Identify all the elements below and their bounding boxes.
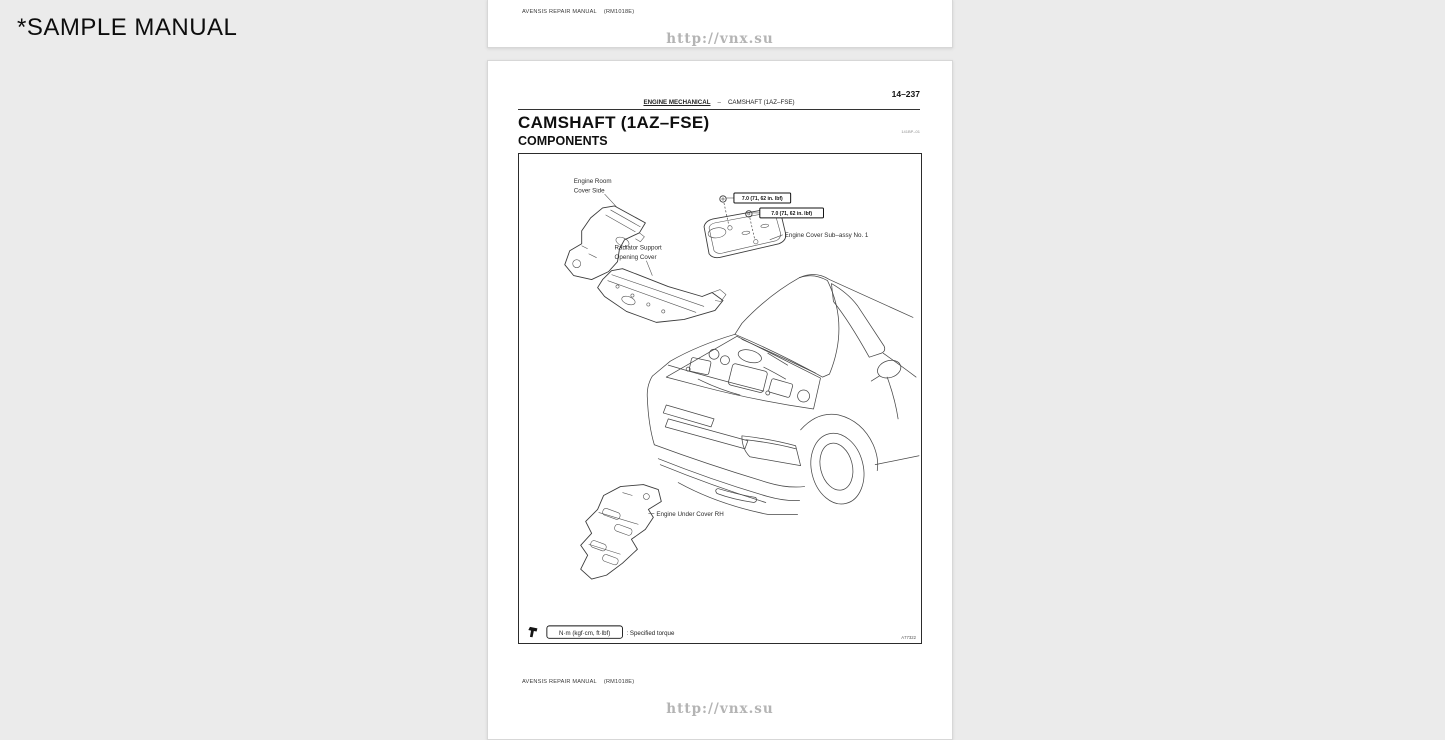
legend-unit: N·m (kgf·cm, ft·lbf) [559, 629, 611, 637]
engine-room-cover-side-drawing [565, 194, 646, 280]
torque-value-1: 7.0 (71, 62 in. lbf) [741, 196, 783, 203]
label-engine-room-cover-line2: Cover Side [573, 187, 605, 195]
footer-manual-code: (RM1018E) [603, 679, 635, 685]
page-title: CAMSHAFT (1AZ–FSE) [518, 113, 710, 132]
running-header-separator: – [717, 99, 721, 106]
page-number: 14–237 [891, 89, 920, 99]
label-radiator-support-line1: Radiator Support [614, 244, 662, 252]
components-diagram [519, 154, 921, 643]
running-header-chapter: CAMSHAFT (1AZ–FSE) [727, 99, 795, 106]
prev-manual-code: (RM1018E) [603, 9, 635, 15]
footer-manual-title: AVENSIS REPAIR MANUAL [522, 679, 597, 685]
main-page-footer [522, 679, 634, 685]
prev-manual-title: AVENSIS REPAIR MANUAL [522, 9, 597, 15]
prev-watermark-link[interactable]: http://vnx.su [666, 31, 774, 47]
torque-value-2: 7.0 (71, 62 in. lbf) [771, 211, 813, 218]
engine-under-cover-rh-drawing [581, 485, 662, 580]
torque-legend [528, 626, 675, 638]
manual-page [487, 60, 953, 740]
car-drawing [647, 275, 919, 515]
radiator-support-opening-cover-drawing [598, 261, 726, 323]
main-watermark-link[interactable]: http://vnx.su [666, 701, 774, 717]
label-engine-under-cover: Engine Under Cover RH [656, 510, 724, 518]
prev-page-footer [522, 9, 634, 15]
label-engine-cover-subassy: Engine Cover Sub–assy No. 1 [784, 231, 869, 239]
legend-description: : Specified torque [626, 629, 675, 637]
page-subtitle: COMPONENTS [518, 134, 608, 148]
bolt-symbol-icon [528, 627, 537, 637]
torque-callout-1 [734, 193, 791, 203]
running-header [518, 99, 920, 110]
previous-page [487, 0, 953, 48]
label-engine-room-cover-line1: Engine Room [573, 178, 612, 186]
torque-callout-2 [760, 208, 824, 218]
revision-code: 141BP–01 [901, 129, 920, 134]
label-radiator-support-line2: Opening Cover [614, 254, 657, 262]
running-header-section: ENGINE MECHANICAL [643, 99, 711, 106]
sample-manual-stamp: *SAMPLE MANUAL [17, 14, 238, 41]
figure-id: A77322 [901, 634, 917, 640]
components-figure [518, 153, 922, 644]
